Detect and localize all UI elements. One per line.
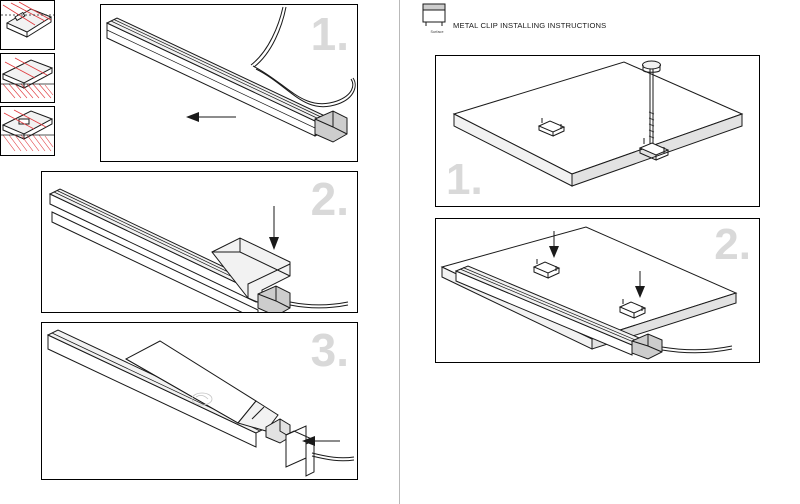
clip-step-panel-1 xyxy=(435,55,760,207)
clip-step-number-2: 2. xyxy=(714,220,751,269)
step-panel-3 xyxy=(41,322,358,480)
document-header xyxy=(420,2,760,38)
clip-step-number-1: 1. xyxy=(446,155,483,204)
detail-cell-stack xyxy=(0,0,55,158)
step-number-1: 1. xyxy=(310,8,349,60)
surface-mount-icon xyxy=(420,2,448,32)
detail-cell-3 xyxy=(0,106,55,156)
clip-step-panel-2 xyxy=(435,218,760,363)
page-divider xyxy=(399,0,400,504)
step-panel-1 xyxy=(100,4,358,162)
step-number-2: 2. xyxy=(310,173,349,225)
step-number-3: 3. xyxy=(310,324,349,376)
detail-cell-2 xyxy=(0,53,55,103)
icon-caption: Surface xyxy=(430,30,444,34)
page-title: METAL CLIP INSTALLING INSTRUCTIONS xyxy=(453,21,607,30)
detail-cell-1 xyxy=(0,0,55,50)
step-panel-2 xyxy=(41,171,358,313)
